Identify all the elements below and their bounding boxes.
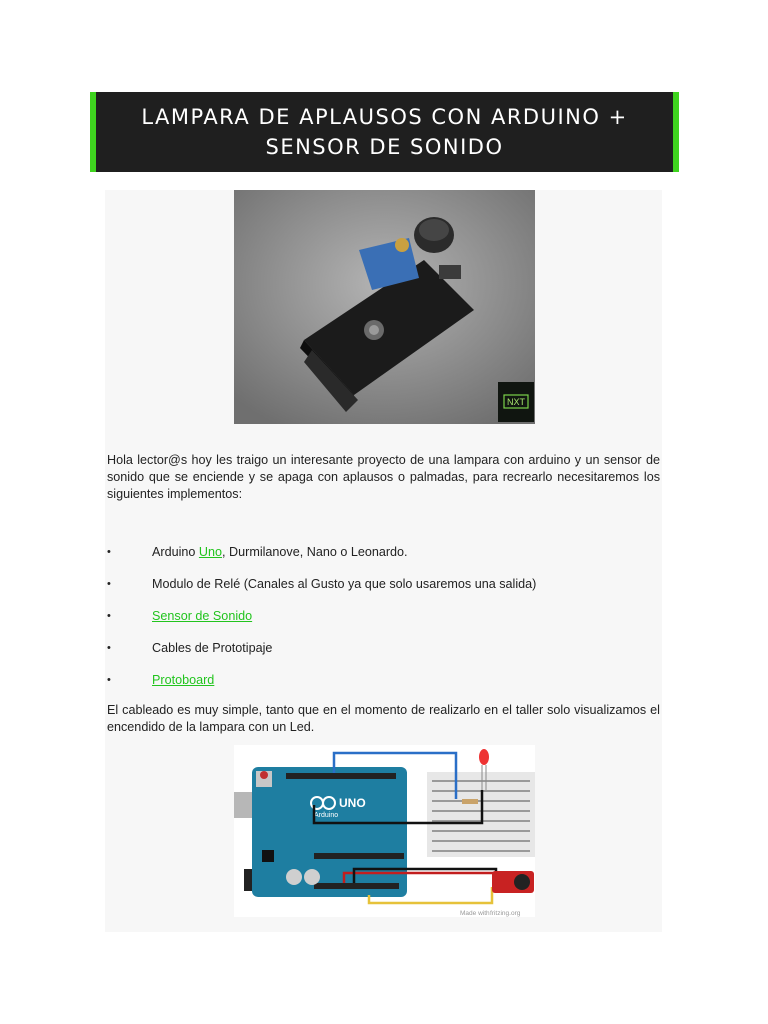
wiring-diagram-svg [234,745,535,917]
list-item [107,671,536,703]
made-with-label: Made with [460,910,490,917]
intro-paragraph: Hola lector@s hoy les traigo un interesante proyecto de una lampara con arduino y un sensor de sonido que se enciende y se apaga con aplausos o palmadas, para recrearlo necesitaremos los siguientes implementos: [107,453,660,501]
list-item-text: Modulo de Relé (Canales al Gusto ya que solo usaremos una salida) [152,577,537,591]
bullet-icon: • [107,546,111,558]
list-item [107,639,536,671]
list-item-text: Cables de Prototipaje [152,641,273,655]
bullet-icon: • [107,610,111,622]
badge-text: NXT [507,397,525,407]
bullet-icon: • [107,642,111,654]
list-item [107,607,536,639]
page-title: LAMPARA DE APLAUSOS CON ARDUINO + SENSOR DE SONIDO [141,105,628,159]
list-item-link[interactable]: Uno [198,545,223,559]
board-brand: Arduino [314,812,339,819]
bullet-icon: • [107,674,111,686]
sound-sensor-photo [234,190,535,424]
components-list [107,543,536,703]
list-item [107,543,536,575]
wiring-diagram [234,745,535,917]
sound-sensor-illustration [234,190,535,424]
bullet-icon: • [107,578,111,590]
list-item-link[interactable]: Protoboard [152,673,215,687]
outro-paragraph: El cableado es muy simple, tanto que en el momento de realizarlo en el taller solo visualizamos el encendido de la lampara con un Led. [107,703,660,734]
fritzing-label: fritzing.org [490,910,521,917]
list-item-text: Arduino [152,545,199,559]
list-item [107,575,536,607]
list-item-link[interactable]: Sensor de Sonido [152,609,253,623]
list-item-text: , Durmilanove, Nano o Leonardo. [222,545,408,559]
title-banner [90,92,679,172]
board-label: UNO [339,796,366,810]
